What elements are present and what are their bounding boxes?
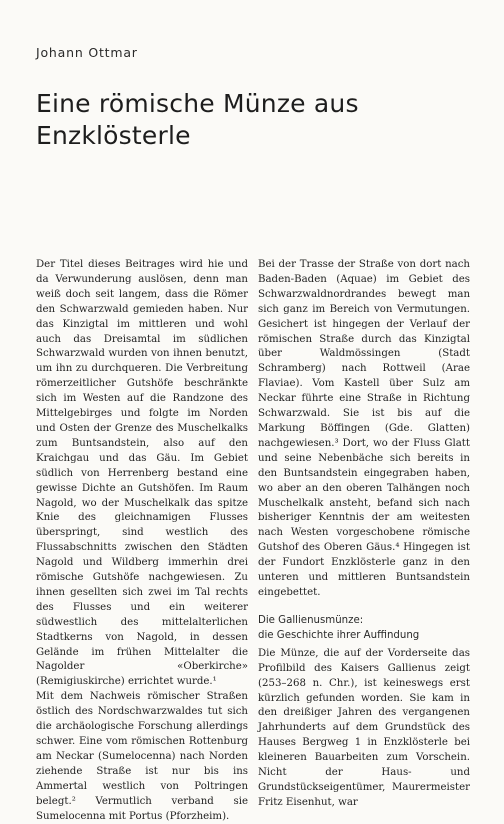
paragraph: Mit dem Nachweis römischer Straßen östlich des Nordschwarzwaldes tut sich die archäologische Forschung allerdings schwer. Eine vom römischen Rottenburg am Neckar (Sumelocenna) nach Norden ziehende Straße ist nur bis ins Ammertal westlich von Poltringen belegt.² Vermutlich verband sie Sumelocenna mit Portus (Pforzheim).: [36, 691, 248, 822]
title-line-1: Eine römische Münze aus: [36, 89, 359, 118]
paragraph: Die Münze, die auf der Vorderseite das Profilbild des Kaisers Gallienus zeigt (253–268 n. Chr.), ist keineswegs erst kürzlich gefunden worden. Sie kam in den dreißiger Jahren des vergangenen Jahrhunderts auf dem Grundstück des Hauses Bergweg 1 in Enzklösterle bei kleineren Bauarbeiten zum Vorschein. Nicht der Haus- und Grundstückseigentümer, Maurermeister Fritz Eisenhut, war: [258, 647, 470, 808]
subheading-line-1: Die Gallienusmünze:: [258, 614, 364, 626]
article-title: [36, 88, 359, 152]
section-subheading: [258, 613, 470, 643]
paragraph: Bei der Trasse der Straße von dort nach Baden-Baden (Aquae) im Gebiet des Schwarzwaldnordrandes bewegt man sich ganz im Bereich von Vermutungen. Gesichert ist hingegen der Verlauf der römischen Straße durch das Kinzigtal über Waldmössingen (Stadt Schramberg) nach Rottweil (Arae Flaviae). Vom Kastell über Sulz am Neckar führte eine Straße in Richtung Schwarzwald. Sie ist bis auf die Markung Böffingen (Gde. Glatten) nachgewiesen.³ Dort, wo der Fluss Glatt und seine Nebenbäche sich bereits in den Buntsandstein eingegraben haben, wo aber an den oberen Talhängen noch Muschelkalk ansteht, befand sich nach bisheriger Kenntnis der am weitesten nach Westen vorgeschobene römische Gutshof des Oberen Gäus.⁴ Hingegen ist der Fundort Enzklösterle ganz in den unteren und mittleren Buntsandstein eingebettet.: [258, 259, 470, 598]
show-through-text: [258, 45, 466, 63]
right-column: [258, 258, 470, 811]
paragraph: Der Titel dieses Beitrages wird hie und da Verwunderung auslösen, denn man weiß doch seit langem, dass die Römer den Schwarzwald gemieden haben. Nur das Kinzigtal im mittleren und wohl auch das Dreisamtal im südlichen Schwarzwald wurden von ihnen benutzt, um ihn zu durchqueren. Die Verbreitung römerzeitlicher Gutshöfe beschränkte sich im Westen auf die Randzone des Mittelgebirges und folgte im Norden und Osten der Grenze des Muschelkalks zum Buntsandstein, also auf den Kraichgau und das Gäu. Im Gebiet südlich von Herrenberg bestand eine gewisse Dichte an Gutshöfen. Im Raum Nagold, wo der Muschelkalk das spitze Knie des gleichnamigen Flusses überspringt, sind westlich des Flussabschnitts zwischen den Städten Nagold und Wildberg immerhin drei römische Gutshöfe nachgewiesen. Zu ihnen gesellten sich zwei im Tal rechts des Flusses und ein weiterer südwestlich des mittelalterlichen Stadtkerns von Nagold, in dessen Gelände im frühen Mittelalter die Nagolder «Oberkirche» (Remigiuskirche) errichtet wurde.¹: [36, 259, 248, 688]
left-column: [36, 258, 248, 824]
title-line-2: Enzklösterle: [36, 121, 191, 150]
author-name: Johann Ottmar: [36, 45, 138, 60]
subheading-line-2: die Geschichte ihrer Auffindung: [258, 629, 420, 641]
